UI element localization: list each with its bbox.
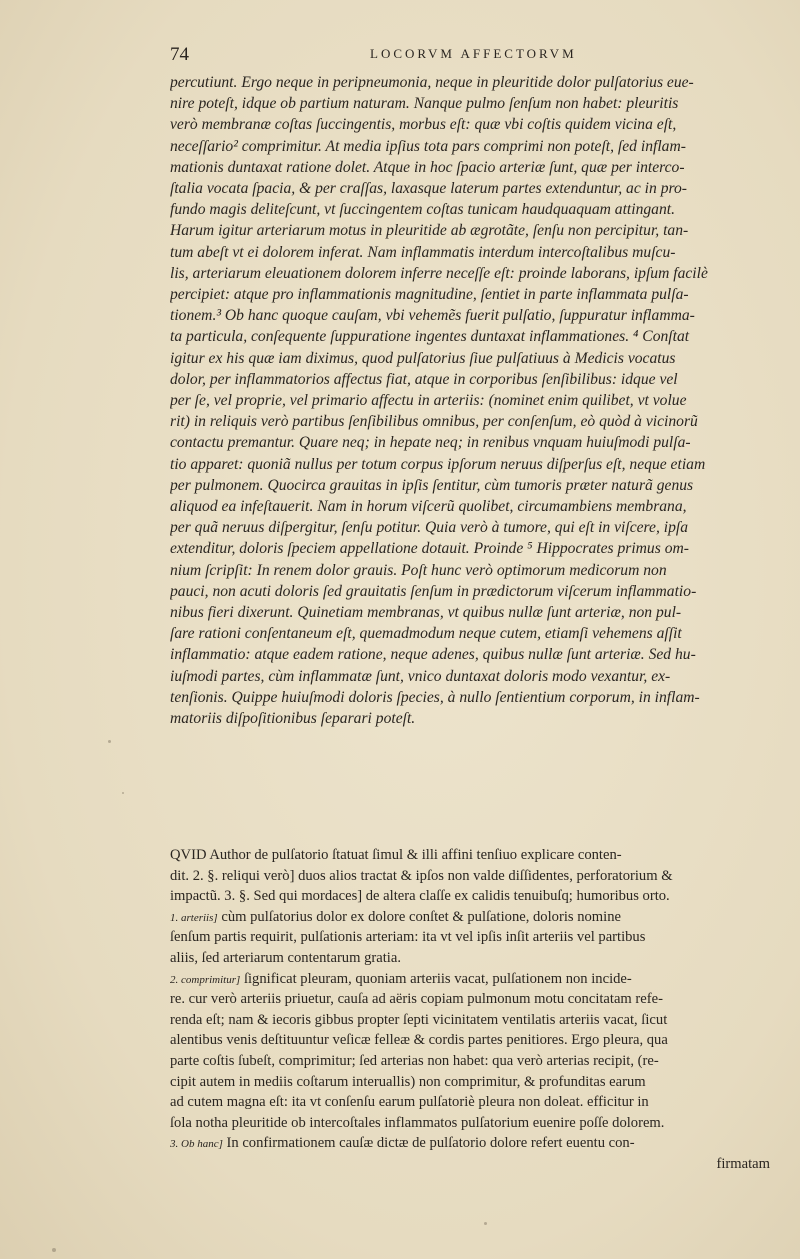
commentary-lemma: 3. Ob hanc] (170, 1138, 223, 1151)
main-text-line: tio apparet: quoniã nullus per totum corpus ipſorum neruus diſperſus eſt, neque etiam (170, 455, 706, 473)
commentary-text: ad cutem magna eſt: ita vt conſenſu earum pulſatoriè pleura non doleat. efficitur in (170, 1094, 649, 1111)
commentary-line (170, 1073, 770, 1094)
commentary-text: dit. 2. §. reliqui verò] duos alios tractat & ipſos non valde diſſidentes, perforatorium & (170, 867, 673, 884)
commentary-text: ſenſum partis requirit, pulſationis arteriam: ita vt vel ipſis inſit arteriis vel partibus (170, 929, 646, 946)
commentary-text: renda eſt; nam & iecoris gibbus propter ſepti vicinitatem ventilatis arteriis vacat, ſicut (170, 1011, 668, 1028)
catchword: firmatam (716, 1155, 770, 1172)
main-text-line: dolor, per inflammatorios affectus fiat, atque in corporibus ſenſibilibus: idque vel (170, 370, 678, 388)
paper-speck (122, 792, 124, 794)
commentary-line (170, 928, 770, 949)
commentary-line (170, 1031, 770, 1052)
commentary-text: cùm pulſatorius dolor ex dolore conſtet & pulſatione, doloris nomine (221, 908, 621, 925)
commentary-text: alentibus venis deſtituuntur veſicæ felleæ & cordis partes penitiores. Ergo pleura, qua (170, 1032, 668, 1049)
commentary-line (170, 970, 770, 991)
commentary-line (170, 846, 770, 867)
commentary-text: re. cur verò arteriis priuetur, cauſa ad aëris copiam pulmonum motu concitatam refe- (170, 991, 663, 1008)
main-text-line: matoriis diſpoſitionibus ſeparari poteſt. (170, 710, 416, 728)
main-text-line: verò membranæ coſtas ſuccingentis, morbus eſt: quæ vbi coſtis quidem vicina eſt, (170, 116, 677, 134)
main-text-line: nire poteſt, idque ob partium naturam. Nanque pulmo ſenſum non habet: pleuritis (170, 95, 679, 113)
main-text-line: extenditur, doloris ſpeciem appellatione dotauit. Proinde ⁵ Hippocrates primus om- (170, 540, 689, 558)
commentary-lemma: 1. arteriis] (170, 911, 218, 924)
main-text-line: percipiet: atque pro inflammationis magnitudine, ſentiet in parte inflammata pulſa- (170, 286, 689, 304)
main-text-line: Harum igitur arteriarum motus in pleuritide ab ægrotãte, ſenſu non percipitur, tan- (170, 222, 689, 240)
commentary-line (170, 1052, 770, 1073)
main-text-line: per quã neruus diſpergitur, ſenſu potitur. Quia verò à tumore, qui eſt in viſcere, ipſa (170, 519, 689, 537)
commentary-text: impactũ. 3. §. Sed qui mordaces] de altera claſſe ex calidis tenuibuſq; humoribus orto. (170, 888, 670, 905)
main-text-line: iuſmodi partes, cùm inflammatæ ſunt, vnico duntaxat doloris modo vexantur, ex- (170, 667, 671, 685)
commentary-line (170, 1011, 770, 1032)
main-text-line: ſare rationi conſentaneum eſt, quemadmodum neque cutem, etiamſi vehemens aſſit (170, 625, 682, 643)
main-text-line: tum abeſt vt ei dolorem inferat. Nam inflammatis interdum intercoſtalibus muſcu- (170, 243, 676, 261)
main-text-line: aliquod ea infeſtauerit. Nam in horum viſcerũ quolibet, circumambiens membrana, (170, 498, 687, 516)
main-text-line: ſtalia vocata ſpacia, & per craſſas, laxasque laterum partes extenduntur, ac in pro- (170, 180, 687, 198)
main-text-line: lis, arteriarum eleuationem dolorem inferre neceſſe eſt: proinde laborans, ipſum facilè (170, 264, 708, 282)
commentary-text: ſola notha pleuritide ob intercoſtales inflammatos pulſatorium euenire poſſe dolorem. (170, 1114, 665, 1131)
commentary-line (170, 1114, 770, 1135)
paper-speck (484, 1222, 487, 1225)
main-text-line: nibus fieri dixerunt. Quinetiam membranas, vt quibus nullæ ſunt arteriæ, non pul- (170, 604, 682, 622)
main-text-line: igitur ex his quæ iam diximus, quod pulſatorius ſiue pulſatiuus à Medicis vocatus (170, 349, 676, 367)
commentary-text: In confirmationem cauſæ dictæ de pulſatorio dolore refert euentu con- (226, 1135, 635, 1152)
main-text-line: rit) in reliquis verò partibus ſenſibilibus omnibus, per conſenſum, eò quòd à vicinorũ (170, 413, 698, 431)
commentary-text: cipit autem in mediis coſtarum interuallis) non comprimitur, & profunditas earum (170, 1073, 646, 1090)
commentary-text: ſignificat pleuram, quoniam arteriis vacat, pulſationem non incide- (243, 970, 632, 987)
main-text-line: contactu premantur. Quare neq; in hepate neq; in renibus vnquam huiuſmodi pulſa- (170, 434, 691, 452)
main-text-line: mationis duntaxat ratione dolet. Atque in hoc ſpacio arteriæ ſunt, quæ per interco- (170, 158, 685, 176)
commentary-line (170, 1134, 770, 1155)
paper-speck (52, 1248, 56, 1252)
page-number: 74 (170, 44, 189, 65)
main-text-line: tionem.³ Ob hanc quoque cauſam, vbi vehemẽs fuerit pulſatio, ſuppuratur inflamma- (170, 307, 695, 325)
commentary-text: aliis, ſed arteriarum contentarum gratia. (170, 949, 401, 966)
paper-speck (108, 740, 111, 743)
main-text-line: nium ſcripſit: In renem dolor grauis. Poſt hunc verò optimorum medicorum non (170, 561, 667, 579)
commentary-line (170, 887, 770, 908)
commentary-lemma: 2. comprimitur] (170, 973, 241, 986)
commentary-text: parte coſtis ſubeſt, comprimitur; ſed arterias non habet: qua verò arterias recipit, (re- (170, 1052, 659, 1069)
running-head: LOCORVM AFFECTORVM (370, 46, 577, 61)
main-text-line: per pulmonem. Quocirca grauitas in ipſis ſentitur, cùm tumoris præter naturã genus (170, 476, 694, 494)
main-text-line: ta particula, conſequente ſuppuratione ingentes duntaxat inflammationes. ⁴ Conſtat (170, 328, 690, 346)
main-text-line: pauci, non acuti doloris ſed grauitatis ſenſum in prædictorum viſcerum inflammatio- (170, 582, 697, 600)
commentary-line (170, 908, 770, 929)
commentary-block (170, 846, 770, 1175)
commentary-line (170, 867, 770, 888)
main-text-line: fundo magis deliteſcunt, vt ſuccingentem coſtas tunicam haudquaquam attingant. (170, 201, 675, 219)
commentary-line (170, 949, 770, 970)
commentary-text: QVID Author de pulſatorio ſtatuat ſimul & illi affini tenſiuo explicare conten- (170, 847, 622, 863)
main-text-line: inflammatio: atque eadem ratione, neque adenes, quibus nullæ ſunt arteriæ. Sed hu- (170, 646, 696, 664)
commentary-line (170, 1093, 770, 1114)
main-text-line: tenſionis. Quippe huiuſmodi doloris ſpecies, à nullo ſentientium corporum, in inflam- (170, 688, 700, 706)
page-header (170, 44, 770, 68)
main-text-line: neceſſario² comprimitur. At media ipſius tota pars comprimi non poteſt, ſed inflam- (170, 137, 686, 155)
commentary-line (170, 990, 770, 1011)
main-text-line: per ſe, vel proprie, vel primario affectu in arteriis: (nominet enim quilibet, vt volue (170, 392, 687, 410)
main-text-line: percutiunt. Ergo neque in peripneumonia, neque in pleuritide dolor pulſatorius eue- (170, 74, 694, 91)
main-text-block (170, 72, 770, 729)
